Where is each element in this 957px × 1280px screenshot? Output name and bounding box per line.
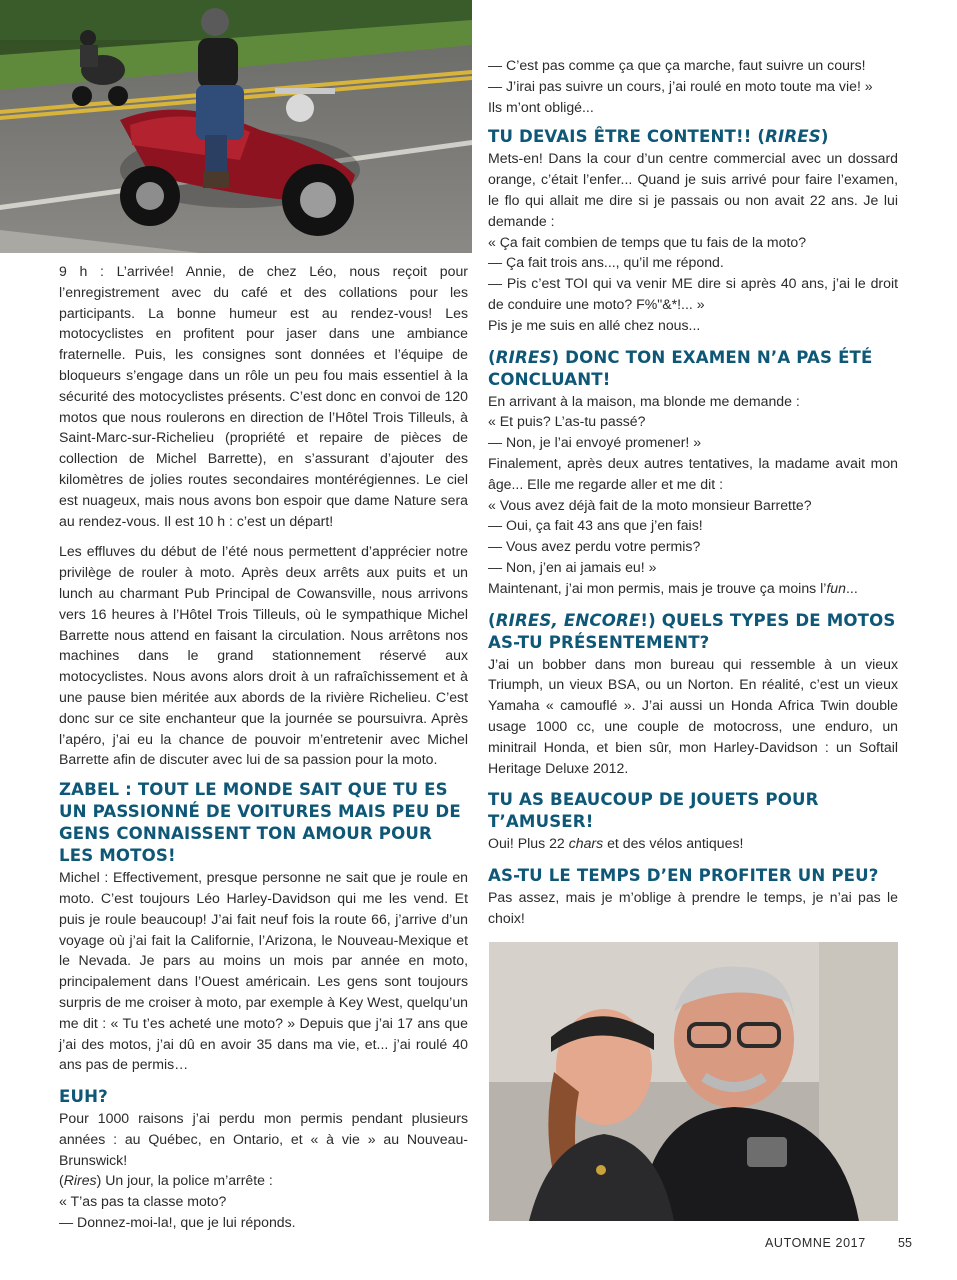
dialogue-line: Maintenant, j’ai mon permis, mais je trouve ça moins l’fun... (488, 579, 858, 596)
portrait-photo (489, 942, 898, 1221)
answer-line-chars: Oui! Plus 22 chars et des vélos antiques! (488, 835, 744, 852)
answer-line-rires-text: Un jour, la police m’arrête : (101, 1172, 273, 1189)
dialogue-line: — C’est pas comme ça que ça marche, faut suivre un cours! (488, 57, 866, 73)
right-column (488, 55, 898, 929)
dialogue-line: — Non, j’en ai jamais eu! » (488, 558, 657, 575)
dialogue-line: — Non, je l’ai envoyé promener! » (488, 434, 702, 451)
dialogue-line: — Pis c’est TOI qui va venir ME dire si après 40 ans, j’ai le droit de conduire une moto? F%"&*!... » (488, 275, 898, 312)
answer-line-rires: (Rires) Un jour, la police m’arrête : (59, 1172, 273, 1189)
dialogue-line: — Vous avez perdu votre permis? (488, 538, 701, 555)
answer-paragraph-bobber: J’ai un bobber dans mon bureau qui ressemble à un vieux Triumph, un vieux BSA, ou un Norton. En réalité, c’est un vieux Yamaha « camouflé ». J’ai aussi un Honda Africa Twin double usage 1000 cc, une couple de motocross, une enduro, un minitrail Honda, et bien sûr, mon Harley-Davidson : un Softail Heritage Deluxe 2012. (488, 655, 898, 776)
question-heading-motos: (RIRES, ENCORE!) QUELS TYPES DE MOTOS AS-TU PRÉSENTEMENT? (488, 610, 896, 652)
dialogue-line: Ils m’ont obligé... (488, 98, 594, 115)
dialogue-line: Pis je me suis en allé chez nous... (488, 316, 701, 333)
dialogue-line: « Et puis? L’as-tu passé? (488, 413, 646, 430)
question-heading-zabel: ZABEL : TOUT LE MONDE SAIT QUE TU ES UN PASSIONNÉ DE VOITURES MAIS PEU DE GENS CONNAISSENT TON AMOUR POUR LES MOTOS! (59, 780, 461, 866)
question-heading-jouets: TU AS BEAUCOUP DE JOUETS POUR T’AMUSER! (488, 790, 819, 832)
dialogue-line: — Ça fait trois ans..., qu’il me répond. (488, 254, 724, 271)
question-heading-temps: AS-TU LE TEMPS D’EN PROFITER UN PEU? (488, 866, 879, 886)
answer-paragraph-finalement: Finalement, après deux autres tentatives, la madame avait mon âge... Elle me regarde aller et me dit : (488, 454, 898, 492)
left-column (59, 261, 468, 1233)
question-heading-content: TU DEVAIS ÊTRE CONTENT!! (RIRES) (488, 127, 829, 147)
dialogue-line: « T’as pas ta classe moto? (59, 1193, 227, 1210)
question-heading-examen: (RIRES) DONC TON EXAMEN N’A PAS ÉTÉ CONCLUANT! (488, 347, 873, 389)
motorcycle-photo (0, 0, 472, 253)
answer-paragraph-temps: Pas assez, mais je m’oblige à prendre le temps, je n’ai pas le choix! (488, 889, 898, 926)
dialogue-line: — Donnez-moi-la!, que je lui réponds. (59, 1214, 296, 1231)
page-number: 55 (898, 1236, 912, 1250)
motorcycle-photo-illustration (0, 0, 472, 253)
dialogue-line: En arrivant à la maison, ma blonde me demande : (488, 392, 800, 409)
intro-paragraph: 9 h : L’arrivée! Annie, de chez Léo, nous reçoit pour l’enregistrement avec du café et des collations pour les participants. La bonne humeur est au rendez-vous! Les motocyclistes en profitent pour jaser dans une ambiance fraternelle. Puis, les consignes sont données et l’équipe de bloqueurs s’engage dans un rôle un peu fou mais essentiel à la sécurité des motocyclistes présents. C’est donc en convoi de 120 motos que nous roulerons en direction de l’Hôtel Trois Tilleuls, à Saint-Marc-sur-Richelieu (propriété et repaire de pièces de collection de Michel Barrette), en s’assurant d’ajouter des kilomètres de jolies routes secondaires montérégiennes. Le ciel est nuageux, mais nous avons bon espoir que dame Nature sera au rendez-vous. Il est 10 h : c’est un départ! (59, 263, 468, 529)
answer-paragraph-effectivement: Michel : Effectivement, presque personne ne sait que je roule en moto. C’est toujours Léo Harley-Davidson qui me les vend. Et puis je roule beaucoup! J’ai fait neuf fois la route 66, j’arrive d’un voyage où j’ai fait la Californie, l’Arizona, le Nouveau-Mexique et le Nevada. Je pars au moins un mois par année en moto, principalement dans l’Ouest américain. Les gens sont toujours surpris de me croiser à moto, par exemple à Key West, quelqu’un me dit : « Tu t’es acheté une moto? » Depuis que j’ai 17 ans que j’ai des motos, j’ai dû en avoir 35 dans ma vie, et... j’ai roulé 40 ans pas de permis… (59, 869, 468, 1073)
ride-paragraph: Les effluves du début de l’été nous permettent d’apprécier notre privilège de rouler à moto. Après deux arrêts aux puits et un lunch au charmant Pub Principal de Cowansville, nous arrivons vers 16 heures à l’Hôtel Trois Tilleuls, où le sympathique Michel Barrette nous attend en faisant la circulation. Nous arrêtons nos machines dans le grand stationnement réservé aux motocyclistes. Nous avons alors droit à un rafraîchissement et à une pause bien méritée aux abords de la rivière Richelieu. C’est donc sur ce site enchanteur que la journée se poursuivra. Après l’apéro, j’ai eu la chance de pouvoir m’entretenir avec Michel Barrette afin de discuter avec lui de sa passion pour la moto. (59, 543, 468, 768)
portrait-photo-illustration (489, 942, 898, 1221)
dialogue-line: « Vous avez déjà fait de la moto monsieur Barrette? (488, 496, 812, 513)
dialogue-line: — Oui, ça fait 43 ans que j’en fais! (488, 517, 703, 534)
answer-paragraph-examen: Mets-en! Dans la cour d’un centre commercial avec un dossard orange, c’était l’enfer... Quand je suis arrivé pour faire l’examen, le flo qui allait me dire si je passais ou non avait 22 ans. Je lui demande : (488, 150, 898, 229)
dialogue-line: « Ça fait combien de temps que tu fais de la moto? (488, 233, 807, 250)
answer-paragraph-permis: Pour 1000 raisons j’ai perdu mon permis pendant plusieurs années : au Québec, en Ontario, et « à vie » au Nouveau-Brunswick! (59, 1110, 468, 1168)
issue-label: AUTOMNE 2017 (765, 1236, 866, 1250)
rires-emphasis: Rires (63, 1172, 97, 1189)
question-heading-euh: EUH? (59, 1087, 108, 1107)
dialogue-line: — J’irai pas suivre un cours, j’ai roulé en moto toute ma vie! » (488, 77, 873, 94)
